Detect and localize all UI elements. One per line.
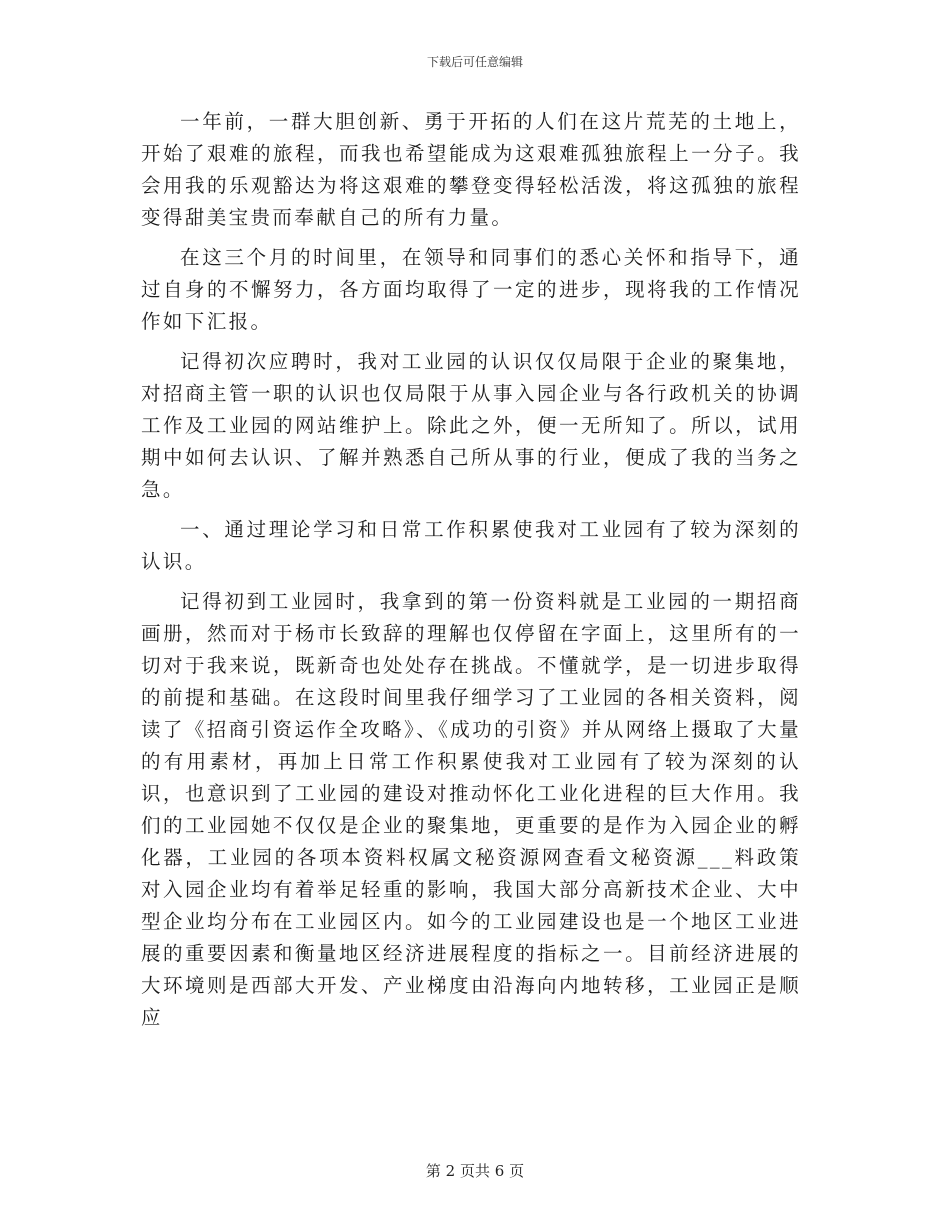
page-number: 第 2 页共 6 页 (425, 1162, 525, 1180)
document-body (141, 106, 801, 1042)
paragraph: 记得初到工业园时，我拿到的第一份资料就是工业园的一期招商画册，然而对于杨市长致辞的理解也仅停留在字面上，这里所有的一切对于我来说，既新奇也处处存在挑战。不懂就学，是一切进步取得的前提和基础。在这段时间里我仔细学习了工业园的各相关资料，阅读了《招商引资运作全攻略》、《成功的引资》并从网络上摄取了大量的有用素材，再加上日常工作积累使我对工业园有了较为深刻的认识，也意识到了工业园的建设对推动怀化工业化进程的巨大作用。我们的工业园她不仅仅是企业的聚集地，更重要的是作为入园企业的孵化器，工业园的各项本资料权属文秘资源网查看文秘资源___料政策对入园企业均有着举足轻重的影响，我国大部分高新技术企业、大中型企业均分布在工业园区内。如今的工业园建设也是一个地区工业进展的重要因素和衡量地区经济进展程度的指标之一。目前经济进展的大环境则是西部大开发、产业梯度由沿海向内地转移，工业园正是顺应 (141, 590, 801, 1029)
section-heading: 一、通过理论学习和日常工作积累使我对工业园有了较为深刻的认识。 (141, 518, 801, 573)
paragraph: 一年前，一群大胆创新、勇于开拓的人们在这片荒芜的土地上，开始了艰难的旅程，而我也希望能成为这艰难孤独旅程上一分子。我会用我的乐观豁达为将这艰难的攀登变得轻松活泼，将这孤独的旅程变得甜美宝贵而奉献自己的所有力量。 (141, 110, 801, 229)
page-header: 下载后可任意编辑 (426, 55, 523, 69)
paragraph: 记得初次应聘时，我对工业园的认识仅仅局限于企业的聚集地，对招商主管一职的认识也仅局限于从事入园企业与各行政机关的协调工作及工业园的网站维护上。除此之外，便一无所知了。所以，试用期中如何去认识、了解并熟悉自己所从事的行业，便成了我的当务之急。 (141, 350, 801, 501)
paragraph: 在这三个月的时间里，在领导和同事们的悉心关怀和指导下，通过自身的不懈努力，各方面均取得了一定的进步，现将我的工作情况作如下汇报。 (141, 246, 801, 333)
